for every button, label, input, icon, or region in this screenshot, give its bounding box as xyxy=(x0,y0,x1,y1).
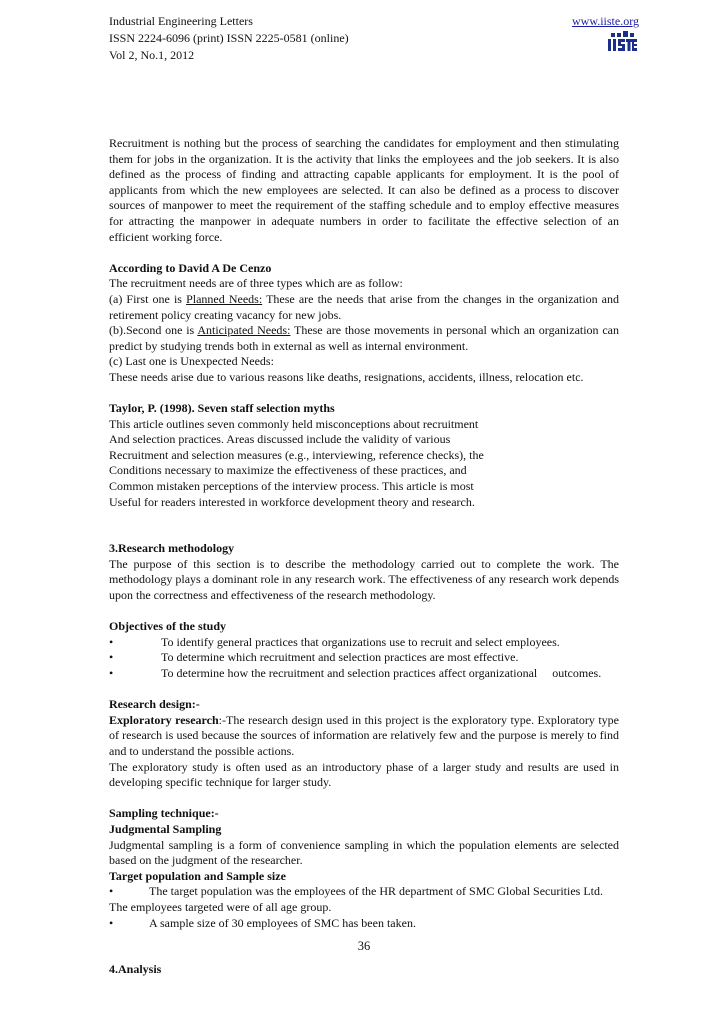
journal-issn: ISSN 2224-6096 (print) ISSN 2225-0581 (online) xyxy=(109,31,349,45)
anticipated-needs-term: Anticipated Needs: xyxy=(197,323,291,338)
taylor-line: Useful for readers interested in workforce development theory and research. xyxy=(109,494,475,509)
design-section xyxy=(109,697,619,791)
objective-text: To determine which recruitment and selection practices are most effective. xyxy=(161,650,519,665)
planned-needs-term: Planned Needs: xyxy=(186,291,263,306)
taylor-section xyxy=(109,401,619,510)
taylor-line: And selection practices. Areas discussed include the validity of various xyxy=(109,432,451,447)
objective-item xyxy=(109,635,619,651)
iiste-logo xyxy=(607,30,637,54)
decenzo-line1: The recruitment needs are of three types which are as follow: xyxy=(109,276,403,291)
journal-info xyxy=(109,13,349,64)
bullet-icon: • xyxy=(109,915,114,930)
bullet-icon: • xyxy=(109,650,114,665)
objectives-heading: Objectives of the study xyxy=(109,619,226,634)
sample-item-text: A sample size of 30 employees of SMC has been taken. xyxy=(149,915,416,930)
bullet-icon: • xyxy=(109,884,114,899)
sample-item xyxy=(109,916,619,932)
analysis-heading: 4.Analysis xyxy=(109,962,162,977)
taylor-line: Recruitment and selection measures (e.g., interviewing, reference checks), the xyxy=(109,447,484,462)
methodology-text: The purpose of this section is to describe the methodology carried out to complete the work. The methodology plays a dominant role in any research work. The effectiveness of any research work depends upon the correctness and effectiveness of the research methodology. xyxy=(109,556,619,603)
sampling-section xyxy=(109,806,619,931)
body-content xyxy=(109,136,619,978)
journal-title: Industrial Engineering Letters xyxy=(109,14,253,28)
sampling-text: Judgmental sampling is a form of convenience sampling in which the population elements are selected based on the judgment of the researcher. xyxy=(109,837,619,868)
exploratory-label: Exploratory research xyxy=(109,712,219,727)
sampling-heading: Sampling technique:- xyxy=(109,806,219,821)
design-heading: Research design:- xyxy=(109,697,200,712)
taylor-line: This article outlines seven commonly held misconceptions about recruitment xyxy=(109,416,479,431)
objectives-section xyxy=(109,619,619,681)
target-heading: Target population and Sample size xyxy=(109,868,286,883)
page-number: 36 xyxy=(357,939,371,953)
exploratory-text: :-The research design used in this project is the exploratory type. Exploratory type of research is used because the sources of information are relatively few and the purpose is merely to find and to understand the possible actions. xyxy=(109,712,619,758)
need-a-text: These are the needs that arise from the changes in the organization and retirement policy creating vacancy for new jobs. xyxy=(109,291,620,322)
decenzo-section xyxy=(109,261,619,386)
need-a xyxy=(109,292,619,323)
intro-paragraph: Recruitment is nothing but the process of searching the candidates for employment and then stimulating them for jobs in the organization. It is the activity that links the employees and the job seekers. It is also defined as the process of finding and attracting capable applicants for employment. It is the pool of applicants from which the new employees are selected. It can also be defined as a process to discover sources of manpower to meet the requirement of the staffing schedule and to employ effective measures for attracting the manpower in adequate numbers in order to facilitate the effective selection of an efficient working force. xyxy=(109,136,619,244)
judgmental-heading: Judgmental Sampling xyxy=(109,821,222,836)
need-b-text: These are those movements in personal which an organization can predict by studying trends both in external as well as internal environment. xyxy=(109,323,619,353)
taylor-heading: Taylor, P. (1998). Seven staff selection myths xyxy=(109,401,335,416)
objective-text: To identify general practices that organizations use to recruit and select employees. xyxy=(161,634,560,649)
need-b-prefix: (b).Second one is xyxy=(109,323,198,338)
need-c-text: These needs arise due to various reasons like deaths, resignations, accidents, illness, relocation etc. xyxy=(109,369,584,384)
sample-item xyxy=(109,884,619,900)
need-c: (c) Last one is Unexpected Needs: xyxy=(109,354,274,369)
objective-item xyxy=(109,650,619,666)
decenzo-heading: According to David A De Cenzo xyxy=(109,260,272,275)
taylor-line: Common mistaken perceptions of the interview process. This article is most xyxy=(109,479,474,494)
header-right xyxy=(572,13,639,30)
need-b xyxy=(109,323,619,354)
bullet-icon: • xyxy=(109,666,114,680)
need-a-prefix: (a) First one is xyxy=(109,291,187,306)
sample-item-continued: The employees targeted were of all age group. xyxy=(109,899,332,914)
objective-item xyxy=(109,666,619,682)
taylor-line: Conditions necessary to maximize the effectiveness of these practices, and xyxy=(109,463,467,478)
journal-volume: Vol 2, No.1, 2012 xyxy=(109,48,195,62)
design-text2: The exploratory study is often used as an introductory phase of a larger study and results are used in developing specific technique for larger study. xyxy=(109,759,619,790)
methodology-section xyxy=(109,541,619,603)
exploratory-paragraph xyxy=(109,713,619,760)
sample-item-text: The target population was the employees of the HR department of SMC Global Securities Ltd. xyxy=(149,884,604,899)
website-link[interactable]: www.iiste.org xyxy=(572,14,639,28)
bullet-icon: • xyxy=(109,634,114,649)
methodology-heading: 3.Research methodology xyxy=(109,541,235,556)
objective-text: To determine how the recruitment and selection practices affect organizational outcomes. xyxy=(161,666,602,680)
